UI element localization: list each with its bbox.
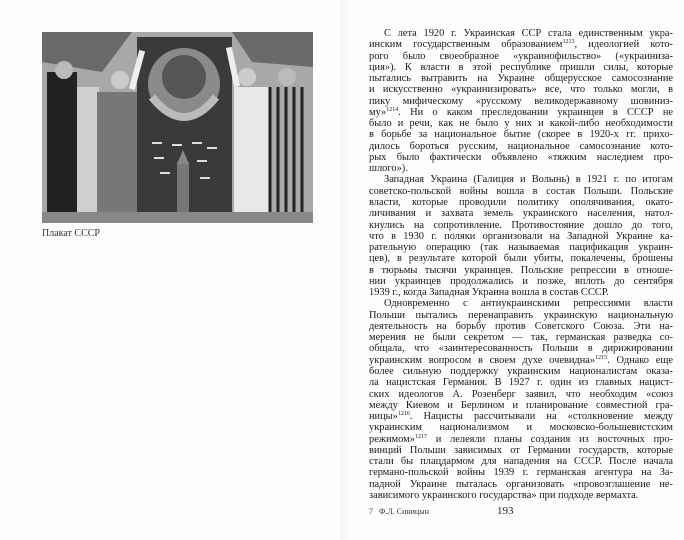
text-line: шлого»). <box>369 163 408 175</box>
text-line: зависимого украинского государства» при подходе вермахта. <box>369 489 639 501</box>
text-line: Одновременно с антиукраинскими репрессиями власти <box>384 298 673 310</box>
text-line: падной Украине пыталась организовать «провозглашение не- <box>369 478 673 490</box>
paragraph <box>369 298 673 501</box>
book-gutter <box>340 0 354 540</box>
text-line: украинским вопросом в своем духе очевидна»$^{1215}$. Однако еще <box>369 354 673 366</box>
text-line: германо-польской войны 1939 г. германская агентура на За- <box>369 467 673 479</box>
text-line: между Киевом и Берлином и планирование совместной гра- <box>369 399 673 411</box>
image-caption: Плакат СССР <box>42 228 100 239</box>
text-line: 1939 г., когда Западная Украина вошла в состав СССР. <box>369 287 609 299</box>
footnote-ref: 1213 <box>562 39 575 46</box>
text-line: режимом»$^{1217}$ и лелеяли планы создания из восточных про- <box>369 433 673 445</box>
text-line: дилось бороться русским, национальное самосознание кото- <box>369 140 673 152</box>
footnote-ref: 1216 <box>397 411 410 418</box>
footnote-ref: 1217 <box>414 433 427 440</box>
text-line: нии украинцев продолжались и позже, вплоть до сентября <box>369 275 673 287</box>
paragraph <box>369 28 673 174</box>
text-line: личивания и захвата земель украинского населения, натол- <box>369 208 673 220</box>
text-line: украинским национализмом и московско-большевистским <box>369 422 673 434</box>
text-line: советско-польской войны вошла в состав Польши. Польские <box>369 185 673 197</box>
text-line: ция»). К власти в этой республике пришли силы, которые <box>369 61 673 73</box>
text-line: Западная Украина (Галиция и Волынь) в 1921 г. по итогам <box>384 174 673 186</box>
text-line: более сильную поддержку украинским националистам оказа- <box>369 365 673 377</box>
text-line: Польши пытались перенаправить украинскую национальную <box>369 309 673 321</box>
text-line: стали бы плацдармом для нападения на СССР. После начала <box>369 456 673 468</box>
body-text <box>369 28 673 501</box>
text-line: что в 1930 г. поляки организовали на Западной Украине ка- <box>369 230 673 242</box>
text-line: в борьбе за национальное бытие (скорее в 1920-х гг. прихо- <box>369 129 673 141</box>
text-line: цев), в результате которой были убиты, покалечены, брошены <box>369 253 673 265</box>
text-line: рательную операцию (так называемая пацификация украин- <box>369 242 673 254</box>
text-line: власти, которые проводили политику ополячивания, окато- <box>369 196 673 208</box>
text-line: было и речи, как не было у них и какой-либо необходимости <box>369 118 673 130</box>
page-number: 193 <box>497 505 514 517</box>
text-line: и искусственно «украинизировать» все, что только могли, в <box>369 84 673 96</box>
text-line: С лета 1920 г. Украинская ССР стала единственным укра- <box>384 28 673 39</box>
soviet-poster-image <box>42 32 313 223</box>
footnote-ref: 1214 <box>386 106 399 113</box>
footnote-ref: 1215 <box>595 354 608 361</box>
text-line: в тюрьмы тысячи украинцев. Польские репрессии в отноше- <box>369 264 673 276</box>
text-line: деятельность на борьбу против Советского Союза. Эти на- <box>369 320 673 332</box>
text-line: ла нацистская Германия. В 1927 г. один из главных нацист- <box>369 377 673 389</box>
text-line: инским государственным образованием$^{1213}$, идеологией кото- <box>369 39 674 51</box>
paragraph <box>369 174 673 298</box>
text-line: ницы»$^{1216}$. Нацисты рассчитывали на «столкновение между <box>369 411 673 423</box>
text-line: рого было своеобразное «украинофильство» («украиниза- <box>369 50 673 62</box>
text-line: му»$^{1214}$. Ни о каком преследовании украинцев в СССР не <box>369 106 673 118</box>
text-line: мерения не были секретом — так, германская разведка со- <box>369 332 673 344</box>
text-line: пику мифическому «русскому великодержавному шовиниз- <box>369 95 673 107</box>
text-line: винций Польши зависимых от Германии государств, которые <box>369 444 673 456</box>
footer-signature: 7 Ф.Л. Синицын <box>369 507 429 516</box>
text-line: пытались вытравить на Украине общерусское самосознание <box>369 73 673 85</box>
text-line: рых было фактически объявлено «тяжким наследием про- <box>369 151 673 163</box>
text-line: общала, что «заинтересованность Польши в дирижировании <box>369 343 673 355</box>
text-line: кнулись на сопротивление. Противостояние дошло до того, <box>369 219 673 231</box>
text-line: ских идеологов А. Розенберг заявил, что необходим «союз <box>369 388 673 400</box>
